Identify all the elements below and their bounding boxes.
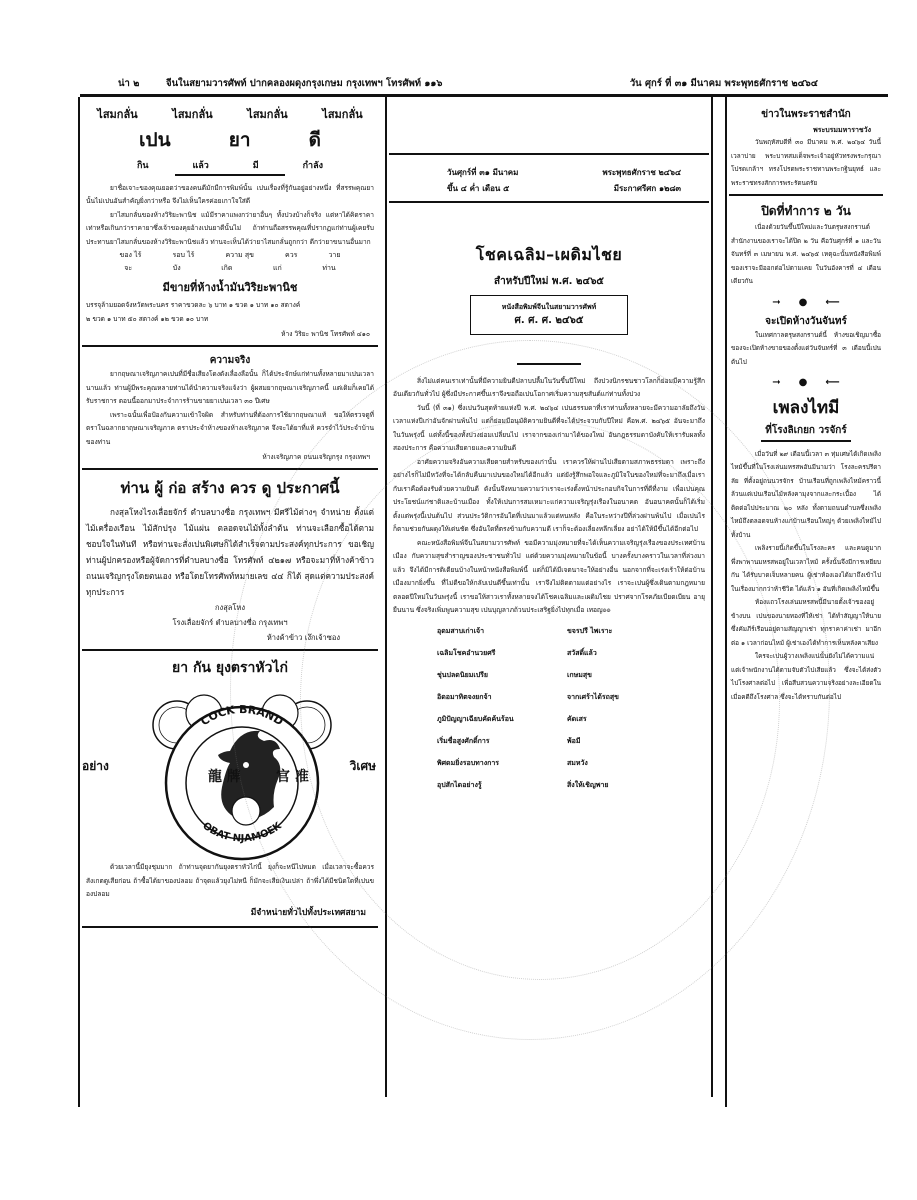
editorial-paragraph: คณะหนังสือพิมพ์จีนในสยามวารศัพท์ ขอมีความมุ่งหมายที่จะได้เห็นความเจริญรุ่งเรืองของประเทศบ้านเมือง กับความสุขสำราญของประชาชนทั่วไป แต่ด้วยความมุ่งหมายในข้อนี้ บางครั้งบางคราวในเวลาที่ล่วงมาแล้ว จึงได้มีการติเตียนบ้างในหน้าหนังสือพิมพ์นี้ แต่ก็มิได้มีเจตนาจะให้อย่างอื่น นอกจากที่จะเร่งเร้าให้ต่อบ้านเมืองมากยิ่งขึ้น ที่ไม่ดีขอให้กลับเปนดีขึ้นเท่านั้น เราจึงไม่ติดตามแต่อย่างไร เราจะเปนผู้ซึ่งเดินตามกฎหมาย ตลอดปีใหม่ในวันพรุ่งนี้ เราขอให้สาวเราทั้งหลายจงได้โชคเฉลิมและเผดิมไชย ปราศจากโรคภัยเบียดเบียน อายุยืนนาน ซึ่งจริงเพิ่มพูนความสุข เปนบุญลาภถ้วนประเสริฐยิ่งไปทุกเมื่อ เทอญ๏๏: [393, 538, 705, 614]
editorial-subheadline: สำหรับปีใหม่ พ.ศ. ๒๔๖๕: [493, 276, 605, 287]
date-top-rule: [389, 153, 709, 155]
section-subheading: ที่โรงลิเกยก วรจักร์: [765, 425, 847, 436]
underline-rule: [761, 440, 851, 442]
section-divider: [82, 649, 378, 651]
brand-row: ไสมกลั่น ไสมกลั่น ไสมกลั่น ไสมกลั่น: [97, 108, 363, 121]
sale-heading: มีขายที่ห้างน้ำมันวิริยะพานิช: [162, 281, 298, 294]
notice-paragraph: ในเทศกาลตรุษสงกรานต์นี้ ห้างขอเชิญมาซื้อของจะเปิดห้างขายของตั้งแต่วันจันทร์ที่ ๓ เดือนนี้เปนต้นไป: [731, 330, 881, 366]
list-item: คัดเสร: [567, 714, 587, 723]
page-number: น่า ๒: [118, 77, 140, 89]
emblem-area: [80, 683, 380, 861]
dateline: วันศุกร์ที่ ๓๑ มีนาคม พระพุทธศักราช ๒๔๖๔ ขึ้น ๔ ค่ำ เดือน ๕ มีระกาศรีศก ๑๒๘๓: [447, 168, 681, 193]
section-heading: ข่าวในพระราชสำนัก: [761, 109, 851, 120]
ad-subline: กิน แล้ว มี กำลัง: [136, 161, 324, 171]
tonic-advertisement: [80, 105, 380, 341]
ad-footer: มีจำหน่ายทั่วไปทั้งประเทศสยาม: [250, 907, 366, 918]
benefit-row: ของ ไร้ รอบ ไร้ ความ สุข ควร วาย: [119, 251, 341, 259]
report-paragraph: ห้องแถวโรงเล่นมหรสพนี้มีนายตั้งเจ้าของอยู่ข้างบน เปนของนายทองที่ให้เช่า ได้ทำสัญญาให้นายซึ่งคัมภีร์เรือนอยู่ตามสัญญาเช่า ทุกราคาค่าเช่า มาอีกต่อ ๑ เวลาก่อนไหม้ ผู้เช่าเองได้ทำการเห็นหลังคาเสียง: [731, 598, 881, 647]
report-paragraph: ใครจะเปนผู้วางเพลิงแน่นั้นยังไม่ได้ความแน่ แต่เจ้าพนักงานได้ตามจับตัวไปเสียแล้ว ซึ่งจะได้ส่งตัวไปโรงศาลต่อไป เพื่อสืบสวนความจริงอย่างละเอียดในเมื่อคดีถึงโรงศาล ซึ่งจะได้ทราบกันต่อไป: [731, 652, 881, 701]
ad-signature-block: กงสุลโหง โรงเลื่อยจักร์ ตำบลบางซื่อ กรุงเทพฯ ห้างค้าข้าว เง๊กเจ้าซอง: [172, 603, 340, 642]
office-closure-notice: [727, 202, 885, 289]
sawmill-advertisement: [80, 476, 380, 645]
list-item: ภูมิปัญญาเฉียบคัดค้นร้อน: [437, 714, 514, 723]
price-line: บรรจุล้ามยอดจังหวัดพระนคร ราคาขวดละ ๖ บาท ๑ ขวด ๑ บาท ๑๐ สตางค์: [86, 301, 301, 309]
list-item: สิ่งให้เชิญพาย: [567, 780, 609, 789]
ad-paragraph: ยาชื่อเจาะของคุณยอดว่าของคนดีมักมีการพิมพ์นั้น เปนเรื่องที่รู้กันอยู่อย่างหนึ่ง ที่สรรพคุณยานั้นไม่เปนอันสำคัญยิ่งกว่าหรือ จึงไม่เห็นใครค่อยเกาใจใส่ดี: [86, 183, 374, 205]
ad-headline: เปน ยา ดี: [139, 129, 321, 151]
masthead: [118, 74, 818, 92]
list-item: อุดมสาบเก่าเจ้า: [437, 626, 484, 635]
ad-signature: ห้าง วิริยะ พานิช โทรศัพท์ ๔๑๐: [281, 330, 370, 338]
editorial-paragraph: สิ่งไม่แต่คนเราเท่านั้นที่มีความยินดีปลาบปลื้มในวันขึ้นปีใหม่ ถึงปวงนิกรชนชาวโลกก็ย่อมมีความรู้สึกอันเดียวกันทั่วไป ผู้ซึ่งมีประกาศขึ้นเราจึงขอถือเปนโอกาศเริ่มความสุขสันต์แก่ท่านทั้งปวง: [393, 376, 705, 398]
list-item: พ้อมี: [567, 736, 581, 745]
editorial-headline: โชคเฉลิม–เผดิมไชย: [475, 245, 623, 264]
emblem-right-label: วิเศษ: [349, 759, 376, 773]
notice-paragraph: เนื่องด้วยวันขึ้นปีใหม่และวันตรุษสงกรานต์ สำนักงานของเราจะได้ปิด ๒ วัน คือวันศุกร์ที่ ๑ และวันจันทร์ที่ ๓ เมษายน พ.ศ. ๒๔๖๕ เหตุฉะนั้นหนังสือพิมพ์ของเราจะมีออกต่อไปตามเคย ในวันอังคารที่ ๔ เดือนเดียวกัน: [731, 223, 881, 285]
list-item: ชุ่นปลดนิยมเปรีย: [437, 670, 489, 679]
editorial-paragraph: อาศัยความจริงอันความเสียดายสำหรับของเก่านั้น เราควรให้ผ่านไปเสียตามสภาพธรรมดา เพราะถึงอย่างไรก็ไม่มีหวังที่จะได้กลับคืนมาเปนของใหม่ได้อีกแล้ว แต่ยังรู้สึกพอใจและภูมิใจในของใหม่ที่จะมาถึงเมื่อเรากับเราคือต้องรับด้วยความยินดี ดังนั้นจึงหมายความว่าเราจะเร่งตั้งหน้าประกอบกิจในการที่ดีที่งาม เพื่อเปนคุณประโยชน์แก่ชาติและบ้านเมือง ทั้งให้เปนการสมเหมาะแก่ความเจริญรุ่งเรืองในอนาคต อันอนาคตนั้นก็ได้เริ่มตั้งแต่พรุ่งนี้เปนต้นไป ส่วนประวัติการอันใดที่เปนมาแล้วแต่หนหลัง คือในระหว่างปีที่ล่วงผ่านพ้นไป เมื่อเปนไรก็ตามช่วยกันผดุงให้เด่นชัด ซึ่งอันใดที่ตรงข้ามกับความดี เราก็จะต้องเลี่ยงหลีกเลี่ยง อย่าได้ให้มีขึ้นได้อีกต่อไป: [393, 457, 705, 533]
ad-paragraph: ยาไสมกลั่นของห้างวิริยะพานิช แม้มีราคาแพงกว่ายาอื่นๆ ทั้งปวงบ้างก็จริง แต่หาได้คิดราคาเท่าหรือเกินกว่าราคายาซึ่งเจ้าของคุยอ้างเปนยาดีนั้นไม่ ถ้าท่านถือสรรพคุณที่ปรากฏแก่ท่านผู้เคยรับประทานยาไสมกลั่นของห้างวิริยะพานิชแล้ว ท่านจะเห็นได้ว่ายาไสมกลั่นถูกกว่า ดีกว่ายาขนานอื่นมาก: [86, 210, 374, 246]
list-item: อิดอมาทิตจงยกจ้า: [437, 692, 492, 701]
section-subheading: พระบรมมหาราชวัง: [813, 126, 871, 134]
ad-paragraph: เพราะฉนั้นเพื่อป้องกันความเข้าใจผิด สำหรับท่านที่ต้องการใช้ยากฤษณาแท้ ขอให้ตรวจดูที่ตราในฉลากยาฤษณาเจริญภาค ตราประจำห้างของห้างเจริญภาค จึงจะได้ยาที่แท้ ควรจำไว้ประจำบ้านของท่าน: [86, 410, 374, 446]
rooster-emblem-icon: [142, 683, 342, 861]
list-item: ขจรปรี ไพเราะ: [567, 626, 613, 635]
ad-paragraph: ยากฤษณาเจริญภาคเปนที่มีชื่อเสียงโดงดังเลื่องลือนั้น ก็ได้ประจักษ์แก่ท่านทั้งหลายมาเปนเวลานานแล้ว ท่านผู้มีพระคุณหลายท่านได้นำความจริงแจ้งว่า ผู้ผสมยากฤษณาเจริญภาคนี้ แต่เดิมก็เคยได้รับราชการ ตอนนี้ออกมาประจำการร้านขายยาเปนเวลา ๓๐ ปีเศษ: [86, 370, 374, 405]
section-divider: [82, 468, 378, 470]
publisher-box: หนังสือพิมพ์จีนในสยามวารศัพท์ ศ. ศ. ศ. ๒๔๖๕: [470, 295, 628, 335]
section-heading: ปิดที่ทำการ ๒ วัน: [761, 204, 851, 218]
store-opening-notice: [727, 314, 885, 370]
short-divider: [517, 363, 581, 365]
date-bottom-rule: [389, 201, 709, 203]
publication-info: จีนในสยามวารศัพท์ ปากคลองผดุงกรุงเกษม กรุงเทพฯ โทรศัพท์ ๑๑๖: [166, 77, 443, 89]
ornament-divider: ➞ ● ⟵: [772, 377, 840, 388]
emblem-left-label: อย่าง: [82, 759, 109, 773]
underline-rule: [175, 174, 285, 176]
price-line: ๒ ขวด ๑ บาท ๕๐ สตางค์ ๑๒ ขวด ๑๐ บาท: [86, 314, 209, 323]
section-heading: ท่าน ผู้ ก่อ สร้าง ควร ดู ประกาศนี้: [120, 479, 340, 497]
ad-paragraph: กงสุลโหงไรงเลื่อยจักร์ ตำบลบางซื่อ กรุงเทพฯ มีศรีไม้ต่างๆ จำหน่าย ตั้งแต่ไม้เครื่องเรือน ไม้สักปรุง ไม้แผ่น ตลอดจนไม้ทั้งลำต้น ท่านจะเลือกซื้อได้ตามชอบใจในทันที หรือท่านจะสั่งเปนพิเศษก็ได้สำเร็จตามประสงค์ทุกประการ ขอเชิญท่านผู้ปกครองหรือผู้จัดการที่ตำบลบางซื่อ โทรศัพท์ ๔๒๑๗ หรือจะมาที่ห้างค้าข้าวถนนเจริญกรุงโดยตนเอง หรือโดยโทรศัพท์หมายเลข ๔๔ ก็ได้ สุดแต่ความประสงค์ทุกประการ: [86, 507, 374, 597]
svg-text:COCK BRAND: COCK BRAND: [198, 702, 286, 729]
section-heading: เพลงไทมี: [772, 398, 840, 418]
report-paragraph: เมื่อวันที่ ๒๙ เดือนนี้เวลา ๓ ทุ่มเศษได้เกิดเพลิงไหม้ขึ้นที่ในโรงเล่นมหรสพอันมีนามว่า โรงละครปรีดาลัย ที่ตั้งอยู่ถนนวรจักร บ้านเรือนที่ถูกเพลิงไหม้คราวนี้ ล้วนแต่เปนเรือนไม้หลังคามุงจากและกระเบื้อง ได้ติดต่อไปประมาณ ๒๐ หลัง ทั้งตามถนนตำบลซึ่งเพลิงไหม้ถึงตลอดจนห้างแก่บ้านเรือนใหญ่ๆ ด้วยเพลิงไหม้ไปทั้งบ้าน: [731, 449, 881, 539]
list-item: เฉลิมโชคอำนวยศรี: [437, 648, 496, 657]
editorial-paragraph: วันนี้ (ที่ ๓๑) ซึ่งเปนวันสุดท้ายแห่งปี พ.ศ. ๒๔๖๔ เปนธรรมดาที่เราท่านทั้งหลายจะมีความอาลัยถึงวันเวลาแห่งปีเก่าอันจักผ่านพ้นไป แต่ก็ย่อมมีอนุมัติความยินดีที่จะได้ประจวบกับปีใหม่ คือพ.ศ. ๒๔๖๕ อันจะมาถึงในวันพรุ่งนี้ แต่ทั้งนี้ของทั้งปวงย่อมเปลี่ยนไป เราจากของเก่ามาได้ของใหม่ อันกฎธรรมดาบังคับให้เรารับผลทั้งสองประการ คือความเสียดายและความยินดี: [393, 403, 705, 452]
fire-report: [727, 394, 885, 704]
mosquito-coil-advertisement: [80, 657, 380, 922]
list-item: เริ่มชื่อสูงศักดิ์การ: [437, 736, 490, 745]
section-heading: จะเปิดห้างวันจันทร์: [765, 315, 847, 327]
list-item: พิศดมยิ่งรอบทางการ: [437, 758, 500, 767]
report-paragraph: เพลิงรายนี้เกิดขึ้นในโรงละคร และคนดูมาก พึ่งพาพานมหรสพอยู่ในเวลาไหม้ ครั้งนั้นจึงมีการเหยียบกัน ได้รับบาดเจ็บหลายคน ผู้เช่าห้องเองได้มาถึงเข้าไปในเรื่องมากกว่าห้าชีวิต ได้แล้ว ๑ อันที่เกิดเพลิงไหม้ขึ้น: [731, 544, 881, 593]
truth-advertisement: [80, 353, 380, 464]
section-divider: [82, 345, 378, 347]
right-column: [725, 97, 885, 1107]
list-item: เกษมสุข: [567, 670, 592, 679]
middle-column: [385, 97, 713, 1097]
svg-text:龍 牌: 龍 牌: [208, 769, 241, 785]
court-news: [727, 107, 885, 190]
section-heading: ความจริง: [209, 355, 251, 366]
ornament-divider: ➞ ● ⟵: [772, 296, 840, 308]
section-divider: [729, 194, 883, 196]
section-divider: [82, 926, 378, 928]
list-item: จากเศร้าได้รถสุข: [567, 692, 619, 701]
list-item: สมหวัง: [567, 758, 588, 767]
left-column: [78, 97, 380, 1107]
svg-text:官 准: 官 准: [276, 769, 309, 785]
ad-signature: ห้างเจริญภาค ถนนเจริญกรุง กรุงเทพฯ: [262, 453, 370, 461]
svg-text:OBAT NJAMOEK: OBAT NJAMOEK: [200, 820, 284, 845]
list-item: สวัสดิ์แล้ว: [567, 648, 597, 657]
issue-date: วัน ศุกร์ ที่ ๓๑ มีนาคม พระพุทธศักราช ๒๔๖๔: [629, 77, 818, 89]
benefit-row: จะ บัง เกิด แก่ ท่าน: [124, 264, 336, 272]
ad-paragraph: ด้วยเวลานี้มียุงชุมมาก ถ้าท่านจุดยากันยุงตราหัวไก่นี้ ยุงก็จะหนีไปหมด เมื่อเวลาจะซื้อควรสังเกตดูเสียก่อน ถ้าซื้อได้ยาของปลอม ถ้าจุดแล้วยุงไม่หนี ก็มักจะเสียเงินเปล่า ถ้าพึ่งได้มีชนิดใดที่เปนของปลอม: [86, 863, 374, 898]
list-item: อุปสักไดอย่างรู้: [437, 780, 482, 789]
section-heading: ยา กัน ยุงตราหัวไก่: [172, 660, 288, 676]
news-paragraph: วันพฤหัสบดีที่ ๓๐ มีนาคม พ.ศ. ๒๔๖๔ วันนี้เวลาบ่าย พระบาทสมเด็จพระเจ้าอยู่หัวทรงพระกรุณาโปรดเกล้าฯ ทรงโปรดพระราชทานพระกฐินยุทธ์ และพระราชทรงสักการพระรัตนตรัย: [731, 138, 881, 187]
blessing-list: [387, 618, 711, 791]
